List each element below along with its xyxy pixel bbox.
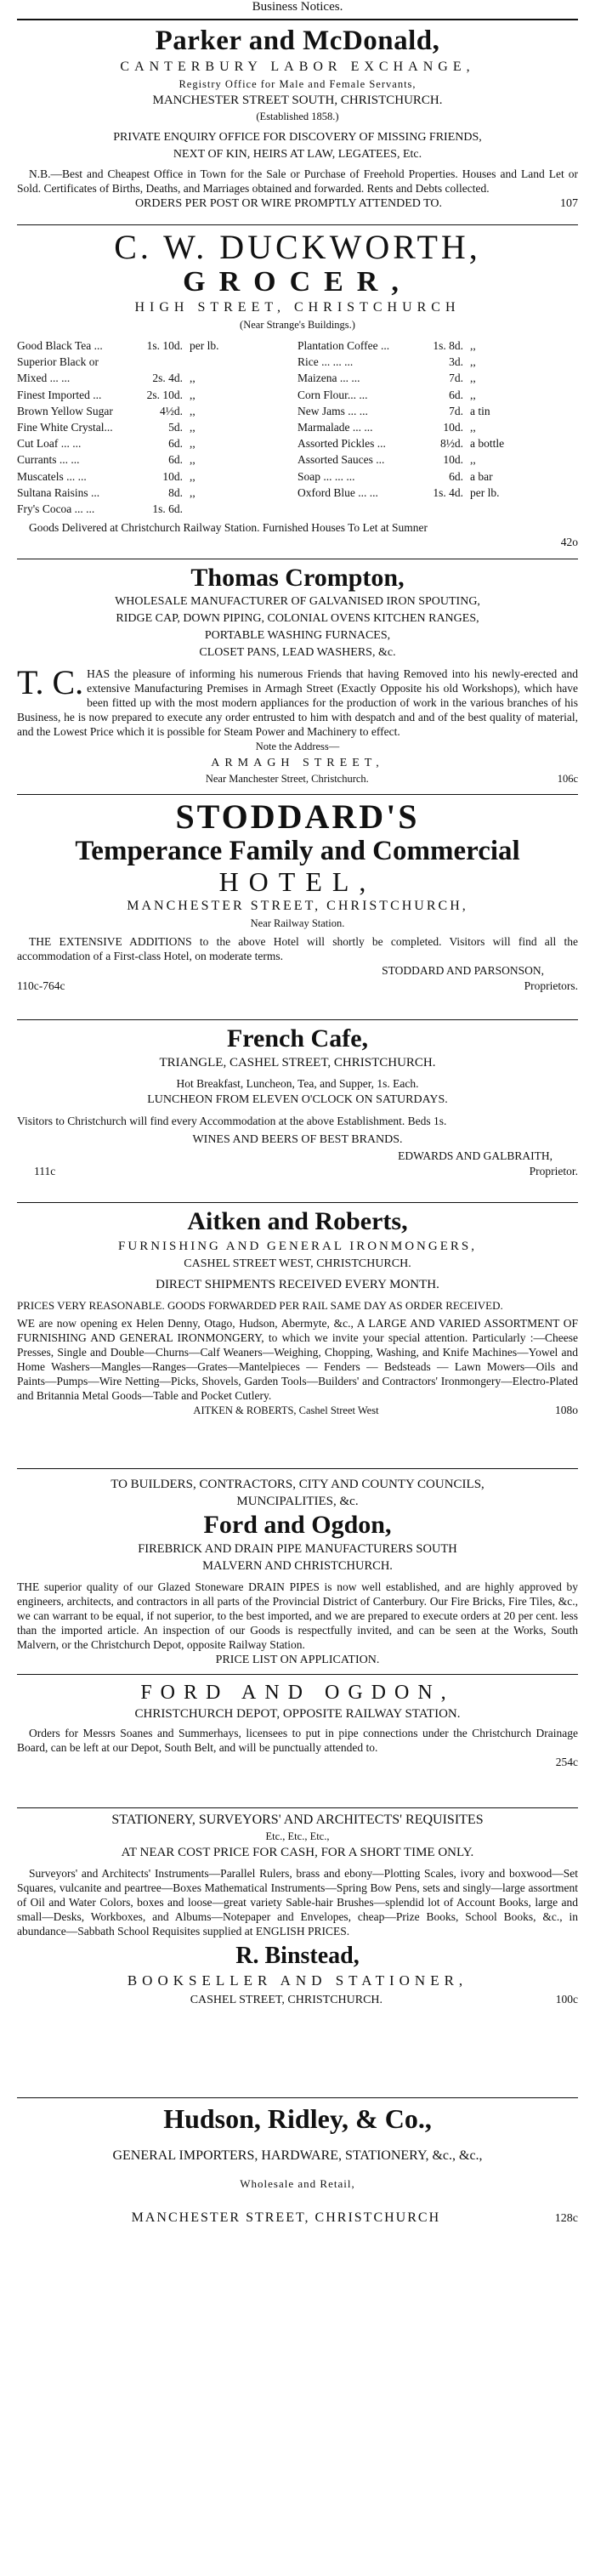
item-price: 6d. [168,437,183,451]
item-unit: ,, [190,437,196,451]
price-item [17,435,298,451]
ad-line: DIRECT SHIPMENTS RECEIVED EVERY MONTH. [156,1278,439,1291]
ad-body: HAS the pleasure of informing his numerous Friends that having Removed into his newly-erected and extensive Manufacturing Premises in Armagh Street (Exactly Opposite his old Workshops), which have been fitted up with the most modern appliances for the production of work in the various branches of his Business, he is now prepared to execute any order entrusted to him with despatch and and of the best quality of material, and the Lowest Price which it is possible for Steam Power and Machinery to effect. [17,667,578,738]
item-name: Marmalade ... ... [298,421,373,434]
ad-ford-ogdon [17,1469,578,1807]
price-item [17,501,298,517]
ad-address: CHRISTCHURCH DEPOT, OPPOSITE RAILWAY STATION. [134,1707,461,1721]
item-unit: ,, [470,339,476,352]
item-unit: ,, [190,404,196,417]
ad-line: Note the Address— [255,740,340,752]
price-column-left [17,338,298,517]
ad-established: (Established 1858.) [256,111,339,122]
ad-role: Proprietor. [529,1165,578,1177]
ad-line: Etc., Etc., Etc., [265,1830,330,1842]
ad-line: PORTABLE WASHING FURNACES, [204,629,391,642]
price-item [17,338,298,354]
ad-address: CASHEL STREET, CHRISTCHURCH. [190,1994,383,2006]
price-column-right [298,338,578,517]
item-price: 7d. [449,404,463,417]
item-price: 2s. 4d. [152,372,183,385]
ad-subtitle: GROCER, [183,266,412,298]
ad-body: Orders for Messrs Soanes and Summerhays, licensees to put in pipe connections under the Christchurch Drainage Board, can be left at our Depot, South Belt, and will be punctually attended to. [17,1727,578,1754]
ad-line: ORDERS PER POST OR WIRE PROMPTLY ATTENDED TO. [134,197,443,210]
ad-subtitle: GENERAL IMPORTERS, HARDWARE, STATIONERY, &c., &c., [112,2148,483,2163]
item-name: Fry's Cocoa ... ... [17,502,95,516]
item-price: 4½d. [160,404,183,417]
item-name: Finest Imported ... [17,388,102,401]
ad-duckworth [17,225,578,559]
item-unit: ,, [190,485,196,499]
ad-line: MUNCIPALITIES, &c. [236,1495,359,1508]
ad-role: Proprietors. [524,979,578,992]
ad-body: Surveyors' and Architects' Instruments—Parallel Rulers, brass and ebony—Plotting Scales, ivory and boxwood—Set Squares, vulcanite and peartree—Boxes Mathematical Instruments—Spring Bow Pens, sets and singly—large assortment of Oil and Water Colors, boxes and loose—great variety Sable-hair Brushes—splendid lot of Account Books, large and small—Desks, Workboxes, and Albums—Notepaper and Envelopes, cheap—Prize Books, School Books, &c., in abundance—Sabbath School Requisites supplied at ENGLISH PRICES. [17,1867,578,1938]
item-price: 2s. 10d. [146,388,183,401]
item-name: Cut Loaf ... ... [17,437,82,451]
ad-aitken-roberts [17,1203,578,1468]
price-item [298,419,578,435]
ad-footer-text: Goods Delivered at Christchurch Railway Station. Furnished Houses To Let at Sumner [29,521,428,535]
ad-crompton [17,559,578,794]
item-price: 1s. 10d. [146,339,183,352]
item-name: Assorted Sauces ... [298,453,385,467]
item-price: 7d. [449,372,463,385]
ad-line: CLOSET PANS, LEAD WASHERS, &c. [199,646,396,659]
price-item [17,387,298,403]
ad-title: Thomas Crompton, [190,564,405,592]
item-name: Currants ... ... [17,453,80,467]
item-unit [190,501,279,517]
item-price: 3d. [449,355,463,369]
item-unit: ,, [190,453,196,467]
ad-line: WINES AND BEERS OF BEST BRANDS. [192,1133,403,1146]
ad-line: (Near Strange's Buildings.) [240,319,355,331]
ad-binstead [17,1808,578,2097]
ad-body: WE are now opening ex Helen Denny, Otago, Hudson, Abermyte, &c., A LARGE AND VARIED ASSORTMENT OF FURNISHING AND GENERAL IRONMONGERY, to which we invite your special attention. Particularly :—Cheese Presses, Single and Double—Churns—Calf Weaners—Weighing, Chopping, Washing, and Knife Machines—Yowel and Home Washers—Mangles—Ranges—Grates—Mantelpieces — Fenders — Bedsteads — Lawn Mowers—Oils and Paints—Pumps—Wire Netting—Picks, Shovels, Garden Tools—Builders' and Contractors' Ironmongery—Electro-Plated and Britannia Metal Goods—Table and Pocket Cutlery. [17,1317,578,1402]
ad-line: WHOLESALE MANUFACTURER OF GALVANISED IRON SPOUTING, [115,595,480,608]
item-price: 5d. [168,421,183,434]
item-unit: ,, [190,469,196,483]
ad-ref-number: 128c [554,2212,578,2225]
item-unit: ,, [190,421,196,434]
item-unit: ,, [190,372,196,385]
price-item [17,419,298,435]
price-item [298,370,578,386]
ad-address: MANCHESTER STREET, CHRISTCHURCH [131,2210,441,2225]
ad-address: HIGH STREET, CHRISTCHURCH [134,300,461,315]
item-name: Good Black Tea ... [17,339,103,352]
item-name: Fine White Crystal... [17,421,113,434]
item-name: Brown Yellow Sugar [17,404,113,417]
item-price [119,354,190,370]
price-item [17,354,298,370]
ad-title: C. W. DUCKWORTH, [114,228,481,266]
drop-cap: T. C. [17,663,84,701]
ad-signature: STODDARD AND PARSONSON, [382,964,544,977]
price-list [17,338,578,517]
running-header: Business Notices. [252,0,343,14]
ad-line: PRIVATE ENQUIRY OFFICE FOR DISCOVERY OF MISSING FRIENDS, [113,131,482,144]
ad-ref-number: 110c-764c [17,979,65,992]
item-name: Assorted Pickles ... [298,437,386,451]
price-item [17,370,298,386]
ad-address: TRIANGLE, CASHEL STREET, CHRISTCHURCH. [159,1056,436,1070]
ad-ref-number: 111c [34,1165,56,1177]
ad-subtitle: MALVERN AND CHRISTCHURCH. [202,1559,393,1573]
ad-body: Visitors to Christchurch will find every Accommodation at the above Establishment. Beds 1s. [17,1115,447,1127]
item-unit: per lb. [190,339,219,352]
price-item [298,338,578,354]
item-price: 6d. [168,453,183,467]
ad-subtitle: FIREBRICK AND DRAIN PIPE MANUFACTURERS SOUTH [138,1542,457,1556]
ad-subtitle: CANTERBURY LABOR EXCHANGE, [120,60,475,74]
ad-line: Wholesale and Retail, [240,2177,355,2190]
ad-line: Near Railway Station. [250,917,345,929]
ad-ref-number: 42o [560,536,578,549]
ad-line: RIDGE CAP, DOWN PIPING, COLONIAL OVENS KITCHEN RANGES, [116,612,479,625]
item-unit: a bar [470,469,493,483]
ad-signature: AITKEN & ROBERTS, Cashel Street West [193,1404,379,1416]
ad-line: STATIONERY, SURVEYORS' AND ARCHITECTS' REQUISITES [111,1813,484,1827]
price-item [298,468,578,485]
ad-subtitle: HOTEL, [218,866,377,897]
item-name: Sultana Raisins ... [17,485,100,499]
price-item [298,403,578,419]
price-item [298,435,578,451]
price-item [17,468,298,485]
price-item [298,451,578,468]
price-item [17,485,298,501]
item-name: Plantation Coffee ... [298,339,390,352]
ad-ref-number: 106c [557,773,578,785]
ad-line: Near Manchester Street, Christchurch. [205,773,369,785]
ad-french-cafe [17,1020,578,1202]
item-unit: a bottle [470,437,505,451]
ad-address: MANCHESTER STREET, CHRISTCHURCH, [127,899,468,913]
ad-line: TO BUILDERS, CONTRACTORS, CITY AND COUNTY COUNCILS, [110,1478,484,1491]
ad-ref-number: 100c [555,1993,578,2006]
item-unit: per lb. [470,485,500,499]
item-price: 6d. [449,388,463,401]
ad-body: THE EXTENSIVE ADDITIONS to the above Hotel will shortly be completed. Visitors will find all the accommodation of a First-class Hotel, on moderate terms. [17,935,578,962]
page [17,0,578,2576]
item-price: 1s. 6d. [152,502,183,516]
item-price: 1s. 4d. [433,485,463,499]
price-item [298,485,578,501]
ad-ref-number: 107 [560,197,578,210]
ad-line: Registry Office for Male and Female Servants, [178,78,416,90]
ad-line: Hot Breakfast, Luncheon, Tea, and Supper, 1s. Each. [176,1077,419,1090]
item-name: Soap ... ... ... [298,469,355,483]
item-unit [190,354,279,370]
ad-title: Aitken and Roberts, [187,1207,408,1235]
ad-line: AT NEAR COST PRICE FOR CASH, FOR A SHORT TIME ONLY. [121,1846,474,1859]
item-name: Corn Flour... ... [298,388,368,401]
ad-signature: EDWARDS AND GALBRAITH, [398,1149,552,1162]
item-price: 8½d. [440,437,463,451]
ad-ref-number: 254c [555,1756,578,1768]
ad-stoddard [17,795,578,1019]
item-name: Mixed ... ... [17,372,71,385]
ad-title: Hudson, Ridley, & Co., [163,2103,432,2134]
item-unit: a tin [470,404,490,417]
ad-title: Temperance Family and Commercial [75,836,520,866]
item-price: 1s. 8d. [433,339,463,352]
ad-title: R. Binstead, [235,1943,360,1969]
ad-subtitle: BOOKSELLER AND STATIONER, [127,1972,468,1989]
item-name: New Jams ... ... [298,404,368,417]
item-name: Maizena ... ... [298,372,360,385]
ad-body: THE superior quality of our Glazed Stoneware DRAIN PIPES is now well established, and are highly approved by engineers, architects, and contractors in all parts of the Provincial District of Canterbury. Our Fire Bricks, Fire Tiles, &c., we can warrant to be equal, if not superior, to the best imported, and we are prepared to execute orders at 20 per cent. less than the imported article. An inspection of our Goods is respectfully invited, and can be seen at the Works, South Malvern, or the Christchurch Depot, opposite Railway Station. [17,1580,578,1651]
price-item [298,387,578,403]
item-unit: ,, [470,388,476,401]
item-price: 10d. [162,469,183,483]
ad-line: NEXT OF KIN, HEIRS AT LAW, LEGATEES, Etc. [173,148,422,161]
price-item [17,451,298,468]
item-unit: ,, [470,421,476,434]
item-unit: ,, [190,388,196,401]
price-item [298,354,578,370]
item-price: 6d. [449,469,463,483]
ad-title: FORD AND OGDON, [140,1682,455,1704]
item-unit: ,, [470,355,476,369]
ad-body: N.B.—Best and Cheapest Office in Town for the Sale or Purchase of Freehold Properties. Houses and Land Let or Sold. Certificates of Births, Deaths, and Marriages obtained and forwarded. Rents and Debts collected. [17,167,578,195]
item-unit: ,, [470,372,476,385]
item-name: Oxford Blue ... ... [298,485,378,499]
item-name: Rice ... ... ... [298,355,354,369]
ad-subtitle: FURNISHING AND GENERAL IRONMONGERS, [118,1240,477,1253]
ad-hudson-ridley [17,2098,578,2360]
item-price: 8d. [168,485,183,499]
item-price: 10d. [443,421,463,434]
ad-line: LUNCHEON FROM ELEVEN O'CLOCK ON SATURDAYS. [147,1093,448,1106]
item-name: Muscatels ... ... [17,469,87,483]
divider [17,1674,578,1675]
item-unit: ,, [470,453,476,467]
item-name: Superior Black or [17,355,99,369]
ad-address: ARMAGH STREET, [211,757,384,769]
ad-address: MANCHESTER STREET SOUTH, CHRISTCHURCH. [152,94,443,107]
price-item [17,403,298,419]
ad-title: STODDARD'S [175,797,420,836]
ad-line: PRICE LIST ON APPLICATION. [215,1654,380,1666]
ad-ref-number: 108o [555,1404,578,1416]
ad-title: Parker and McDonald, [155,26,440,56]
item-price: 10d. [443,453,463,467]
ad-parker-mcdonald [17,20,578,224]
ad-title: Ford and Ogdon, [203,1511,392,1539]
ad-address: CASHEL STREET WEST, CHRISTCHURCH. [184,1257,411,1270]
ad-title: French Cafe, [226,1024,369,1053]
ad-line: PRICES VERY REASONABLE. GOODS FORWARDED PER RAIL SAME DAY AS ORDER RECEIVED. [17,1299,503,1312]
